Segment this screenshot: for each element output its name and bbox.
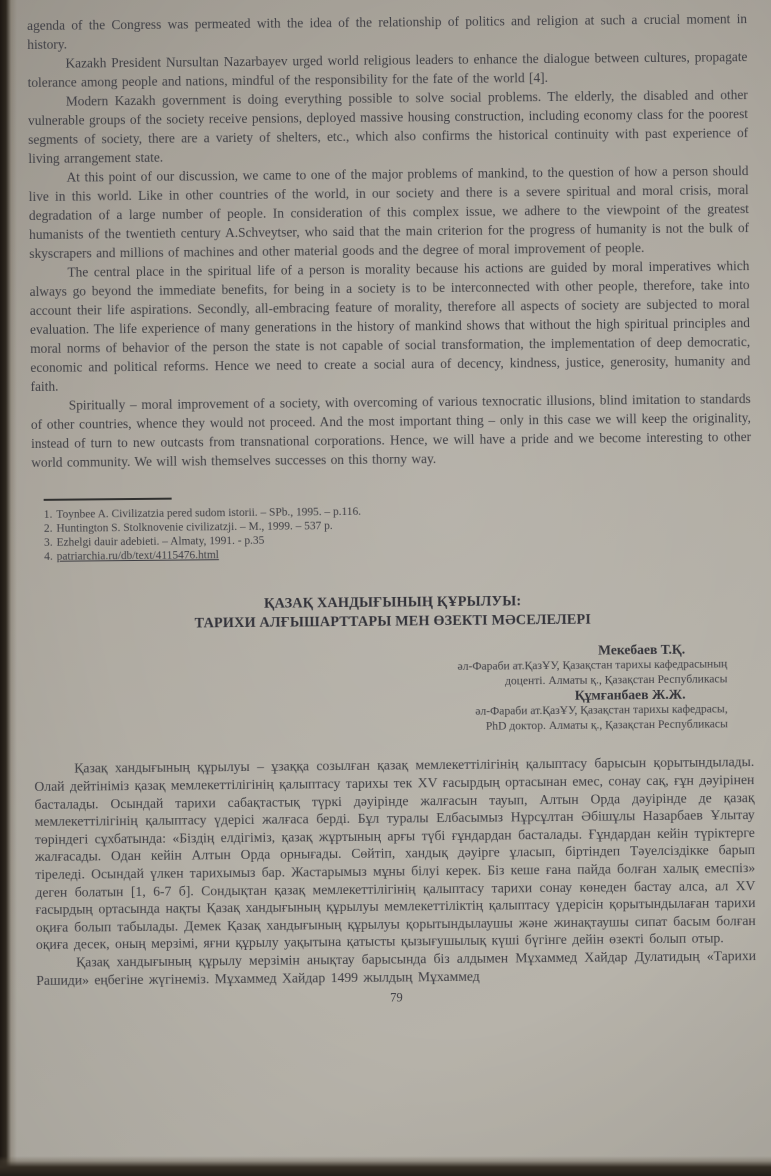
footnote-separator <box>44 498 172 501</box>
footnote-text: Huntington S. Stolknovenie civilizatzji. – M., 1999. – 537 p. <box>56 520 333 535</box>
english-paragraph: agenda of the Congress was permeated with the idea of the relationship of politics and religion at such a crucial moment in history. <box>27 11 748 52</box>
footnote-number: 4. <box>44 550 53 563</box>
footnotes-list <box>32 501 753 564</box>
article-title <box>33 590 753 635</box>
footnote-number: 2. <box>43 522 53 535</box>
author-name: Құмғанбаев Ж.Ж. <box>574 686 686 703</box>
page-number: 79 <box>390 990 403 1005</box>
english-paragraph: The central place in the spiritual life of a person is morality because his actions are guided by moral imperatives which always go beyond the immediate benefits, for being in a society is to be interconnected with other people, therefore, take into account their life aspirations. Secondly, all-embracing feature of morality, therefore all aspects of society are subjected to moral evaluation. The life experience of many generations in the history of mankind shows that without the high spiritual principles and moral norms of behavior of the person the state is not capable of social transformation, the implementation of deep democratic, economic and political reforms. Hence we need to create a social aura of decency, kindness, justice, generosity, humanity and faith. <box>29 258 751 394</box>
english-paragraph: At this point of our discussion, we came to one of the major problems of mankind, to the question of how a person should live in this world. Like in other countries of the world, in our society and there is a severe spiritual and moral crisis, moral degradation of a large number of people. In consideration of this complex issue, we adhere to the viewpoint of the greatest humanists of the twentieth century A.Schveytser, who said that the main criterion for the progress of humanity is not the bulk of skyscrapers and millions of machines and other material goods and the degree of moral improvement of people. <box>28 163 750 261</box>
kazakh-paragraph: Қазақ хандығының құрылуы – ұзаққа созылған қазақ мемлекеттілігінің қалыптасу барысын қорытындылады. Олай дейтініміз қазақ мемлекеттілігінің қалыптасу тарихы тек XV ғасырдың ортасынан емес, сонау сақ, ғұн дәуірінен басталады. Осындай тарихи сабақтастық түркі дәуірінде жалғасын тауып, Алтын Орда дәуірінде де қазақ мемлекеттілігінің қалыптасу үдерісі жалғаса берді. Бұл туралы Елбасымыз Нұрсұлтан Әбішұлы Назарбаев Ұлытау төріндегі сұхбатында: «Біздің елдігіміз, қазақ жұртының арғы түбі ғұндардан басталады. Ғұндардан кейін түріктерге жалғасады. Одан кейін Алтын Орда орнығады. Сөйтіп, хандық дәуірге ұласып, біртіндеп Тәуелсіздікке барып тіреледі. Осындай үлкен тарихымыз бар. Жастарымыз мұны білуі керек. Біз кеше ғана пайда болған халық емеспіз» деген болатын [1, 6-7 б]. Сондықтан қазақ мемлекеттілігінің қалыптасу тарихи сонау көнеден бастау алса, ал XV ғасырдың ортасында нақты Қазақ хандығының құрылуы мемлекеттіліктің қалыптасу үдерісін қорытындылаған тарихи оқиға болып табылады. Демек Қазақ хандығының құрылуы қорытындылаушы және жинақтаушы сипат басым болған оқиға десек, оның мерзімі, яғни құрылу уақытына қатысты қызығушылық күші бүгінге дейін өзекті болып отыр. <box>34 754 756 953</box>
authors-block <box>33 641 754 738</box>
footnote-number: 1. <box>43 508 53 521</box>
english-paragraph: Kazakh President Nursultan Nazarbayev urged world religious leaders to enhance the dialogue between cultures, propagate tolerance among people and nations, mindful of the responsibility for the fate of the world [4]. <box>27 49 748 90</box>
book-gutter-shadow <box>0 0 17 1176</box>
english-paragraph: Modern Kazakh government is doing everything possible to solve social problems. The elderly, the disabled and other vulnerable groups of the society receive pensions, deployed massive housing construction, including economy class for the poorest segments of society, there are a variety of shelters, etc., which also confirms the historical continuity with past experience of living arrangement state. <box>27 87 749 166</box>
footnote-text: Ezhelgi dauir adebieti. – Almaty, 1991. - p.35 <box>56 534 265 549</box>
article-title-line2: ТАРИХИ АЛҒЫШАРТТАРЫ МЕН ӨЗЕКТІ МӘСЕЛЕЛЕРІ <box>194 611 592 632</box>
footnote-text: Toynbee A. Civilizatzia pered sudom istorii. – SPb., 1995. – p.116. <box>56 505 362 521</box>
author-affiliation: доценті. Алматы қ., Қазақстан Республикасы <box>504 671 728 688</box>
author-name: Мекебаев Т.Қ. <box>598 641 686 658</box>
footnote-number: 3. <box>44 536 53 549</box>
english-paragraph: Spiritually – moral improvement of a society, with overcoming of various texnocratic illusions, blind imitation to standards of other countries, whence they would not proceed. And the most important thing – only in this case we will keep the originality, instead of turn to new outcasts from transnational corporations. Hence, we will have a pride and we become interesting to other world community. We will wish themselves successes on this thorny way. <box>30 391 752 470</box>
page-content <box>27 9 756 1009</box>
author-affiliation: әл-Фараби ат.ҚазҰУ, Қазақстан тарихы кафедрасы, <box>475 702 728 718</box>
article-title-line1: ҚАЗАҚ ХАНДЫҒЫНЫҢ ҚҰРЫЛУЫ: <box>263 593 522 612</box>
author-affiliation: PhD доктор. Алматы қ., Қазақстан Республикасы <box>485 717 728 733</box>
footnote-link-text: patriarchia.ru/db/text/4115476.html <box>56 549 219 563</box>
page-bottom-shadow <box>0 1156 771 1176</box>
author-affiliation: әл-Фараби ат.ҚазҰУ, Қазақстан тарихы кафедрасының <box>457 657 728 673</box>
kazakh-text-section <box>34 753 756 989</box>
english-text-section <box>27 9 751 472</box>
kazakh-paragraph: Қазақ хандығының құрылу мерзімін анықтау барысында біз алдымен Мұхаммед Хайдар Дулатидың «Тарихи Рашиди» еңбегіне жүгінеміз. Мұхаммед Хайдар 1499 жылдың Мұхаммед <box>36 947 757 988</box>
